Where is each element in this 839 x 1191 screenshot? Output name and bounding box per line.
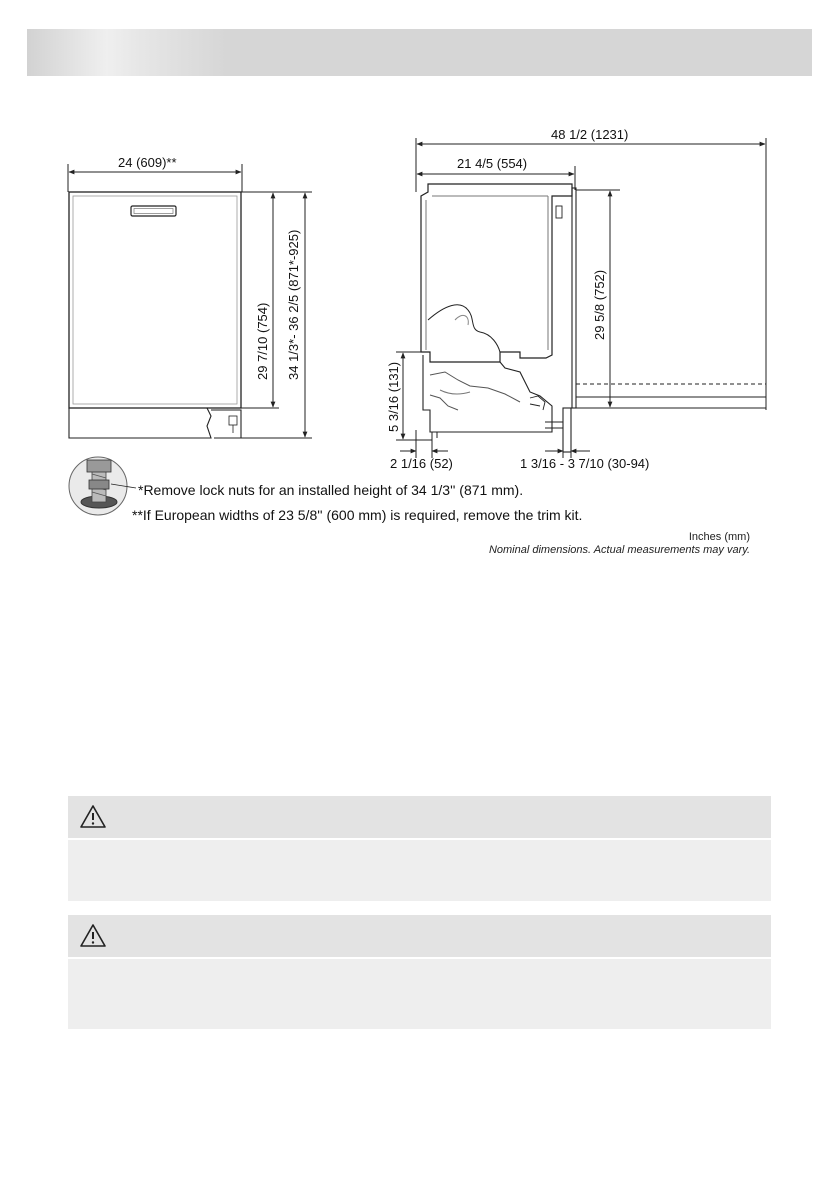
front-view [68,164,312,438]
body-depth-label: 21 4/5 (554) [457,156,528,171]
warning-header-1 [68,796,771,838]
warning-header-2 [68,915,771,957]
plinth-side [563,408,571,452]
door-gap-label: 1 3/16 - 3 7/10 (30-94) [520,456,650,471]
warning-body-2 [68,959,771,1029]
disclaimer: Nominal dimensions. Actual measurements may vary. [488,544,750,556]
cabinet-body [421,184,572,362]
note-lock-nuts: *Remove lock nuts for an installed height of 34 1/3'' (871 mm). [138,482,524,498]
warning-triangle-icon [79,804,107,830]
door-open-projection [576,384,766,397]
side-view [396,138,766,458]
note-european-width: **If European widths of 23 5/8'' (600 mm) is required, remove the trim kit. [132,507,583,523]
warning-body-1 [68,840,771,901]
plinth [69,408,211,438]
total-depth-label: 48 1/2 (1231) [551,127,629,142]
units-label: Inches (mm) [688,531,750,543]
toe-kick-depth-label: 2 1/16 (52) [390,456,453,471]
door-panel [69,192,241,408]
panel-height-label: 29 7/10 (754) [255,302,270,380]
warning-triangle-icon [79,923,107,949]
toe-kick-height-label: 5 3/16 (131) [386,361,401,432]
total-height-label: 34 1/3*- 36 2/5 (871*-925) [286,229,301,380]
side-height-label: 29 5/8 (752) [592,269,607,340]
door-side [572,188,576,408]
door-handle [131,206,176,216]
adjustable-foot-icon [69,457,136,515]
width-label: 24 (609)** [118,155,177,170]
